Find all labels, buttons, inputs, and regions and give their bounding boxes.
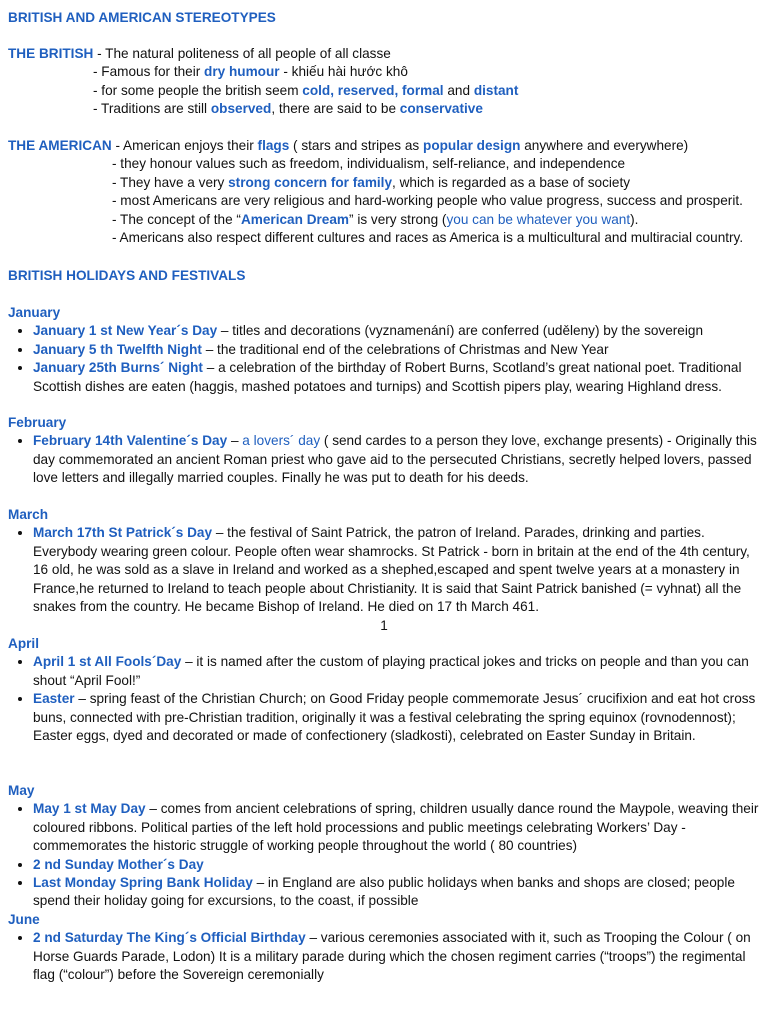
body-text: ( send cardes to a person they love, exchange presents) - Originally this day commemorated an ancient Roman priest who gave aid to the persecuted Christians, secretly helped lovers, passed love letters and illegally married couples. Finally he was put to death for his deeds. [33, 433, 757, 486]
body-text: – titles and decorations (vyznamenání) are conferred (uděleny) by the sovereign [217, 323, 704, 339]
text-line [112, 211, 762, 229]
highlight-text: cold, reserved, formal [302, 82, 444, 98]
text-line [93, 82, 762, 100]
holiday-item [33, 341, 762, 359]
highlight-text: 2 nd Sunday Mother´s Day [33, 856, 204, 872]
highlight-text: February 14th Valentine´s Day [33, 433, 228, 449]
body-text: – spring feast of the Christian Church; on Good Friday people commemorate Jesus´ crucifixion and eat hot cross buns, connected with pre-Christian tradition, originally it was a festival celebrating the spring equinox (rovnodennost); Easter eggs, dyed and decorated or made of confectionery (sladkosti), celebrated on Easter Sunday in Britain. [33, 691, 756, 744]
american-heading: THE AMERICAN [8, 138, 112, 153]
february-list [8, 432, 762, 487]
holiday-item [33, 322, 762, 340]
body-text: - khiếu hài hước khô [279, 64, 408, 80]
holiday-item [33, 800, 762, 855]
american-intro [112, 138, 688, 153]
month-april: April [8, 636, 39, 651]
body-text: ( stars and stripes as [289, 138, 424, 153]
page-number: 1 [380, 618, 388, 633]
highlight-text: distant [473, 82, 519, 98]
body-text: – [227, 433, 243, 449]
body-text: , there are said to be [271, 101, 400, 117]
month-march: March [8, 507, 49, 522]
text-line [93, 63, 762, 81]
body-text: - Americans also respect different cultures and races as America is a multicultural and multiracial country. [112, 230, 744, 246]
body-text: anywhere and everywhere) [520, 138, 689, 153]
highlight-text: strong concern for family [228, 174, 393, 190]
month-february: February [8, 415, 67, 430]
body-text: , which is regarded as a base of society [392, 174, 631, 190]
body-text: – the traditional end of the celebrations of Christmas and New Year [201, 341, 609, 357]
march-list [8, 524, 762, 616]
accent-text: a lovers´ day [242, 433, 321, 449]
body-text: - American enjoys their [111, 138, 258, 153]
body-text: - The concept of the “ [112, 211, 241, 227]
highlight-text: American Dream [240, 211, 350, 227]
body-text: - they honour values such as freedom, individualism, self-reliance, and independence [112, 156, 626, 172]
holiday-item [33, 524, 762, 616]
text-line [112, 155, 762, 173]
body-text: – in England are also public holidays when banks and shops are closed; people spend their holiday going for excursions, to the coast, if possible [33, 875, 735, 909]
body-text: – various ceremonies associated with it, such as Trooping the Colour ( on Horse Guards Parade, Lodon) It is a military parade during which the chosen regiment carries (“troops”) the regimental flag (“colour”) before the Sovereign ceremonially [33, 930, 751, 983]
april-section [8, 635, 762, 745]
text-line [93, 100, 762, 118]
holiday-item [33, 690, 762, 745]
british-heading: THE BRITISH [8, 46, 94, 61]
body-text: – comes from ancient celebrations of spring, children usually dance round the Maypole, weaving their coloured ribbons. Political parties of the left hold processions and public meetings celebrating Workers’ Day - commemorates the historic struggle of working people throughout the world ( 80 countries) [33, 801, 759, 854]
body-text: – the festival of Saint Patrick, the patron of Ireland. Parades, drinking and parties. Everybody wearing green colour. People often wear shamrocks. St Patrick - born in britain at the end of the 4th century, 16 old, he was sold as a slave in Ireland and worked as a shephed,escaped and spent twelve years at a monastery in France,he returned to Ireland to teach people about Christianity. It is said that Saint Patrick banished (= vyhnat) all the snakes from the country. He became Bishop of Ireland. He died on 17 th March 461. [33, 525, 750, 615]
highlight-text: Last Monday Spring Bank Holiday [33, 875, 253, 891]
body-text: - most Americans are very religious and hard-working people who value progress, success and prosperit. [112, 193, 743, 209]
body-text: ). [630, 211, 639, 227]
month-may: May [8, 783, 35, 798]
highlight-text: observed [210, 101, 272, 117]
highlight-text: popular design [423, 138, 521, 153]
may-section [8, 782, 762, 911]
highlight-text: Easter [33, 691, 75, 707]
may-list [8, 800, 762, 910]
highlight-text: conservative [399, 101, 483, 117]
doc-title: BRITISH AND AMERICAN STEREOTYPES [8, 10, 276, 25]
body-text: - for some people the british seem [93, 82, 303, 98]
highlight-text: flags [257, 138, 290, 153]
text-line [112, 229, 762, 247]
american-section [8, 137, 762, 247]
month-june: June [8, 912, 40, 927]
holiday-item [33, 359, 762, 396]
highlight-text: dry humour [204, 64, 280, 80]
british-lines [8, 63, 762, 118]
highlight-text: January 5 th Twelfth Night [33, 341, 202, 357]
british-section [8, 45, 762, 119]
highlight-text: January 25th Burns´ Night [33, 360, 203, 376]
text-line [112, 174, 762, 192]
american-intro-line [8, 137, 762, 155]
holiday-item [33, 653, 762, 690]
february-section [8, 414, 762, 488]
highlight-text: May 1 st May Day [33, 801, 146, 817]
january-list [8, 322, 762, 396]
text-line [112, 192, 762, 210]
holiday-item [33, 929, 762, 984]
highlight-text: 2 nd Saturday The King´s Official Birthday [33, 930, 306, 946]
body-text: ” is very strong ( [349, 211, 447, 227]
highlight-text: March 17th St Patrick´s Day [33, 525, 213, 541]
holiday-item [33, 874, 762, 911]
april-list [8, 653, 762, 745]
british-intro: - The natural politeness of all people of all classe [93, 46, 391, 61]
highlight-text: April 1 st All Fools´Day [33, 654, 182, 670]
body-text: – a celebration of the birthday of Robert Burns, Scotland’s great national poet. Traditional Scottish dishes are eaten (haggis, mashed potatoes and turnips) and Scottish pipers play, wearing Highland dress. [33, 360, 742, 394]
january-section [8, 304, 762, 396]
march-section [8, 506, 762, 616]
british-intro-line [8, 45, 762, 63]
holiday-item [33, 432, 762, 487]
american-lines [8, 155, 762, 247]
holiday-item [33, 856, 762, 874]
june-section [8, 911, 762, 985]
month-january: January [8, 305, 61, 320]
highlight-text: January 1 st New Year´s Day [33, 323, 218, 339]
body-text: and [443, 82, 474, 98]
holidays-heading: BRITISH HOLIDAYS AND FESTIVALS [8, 268, 246, 283]
accent-text: you can be whatever you want [446, 211, 631, 227]
body-text: - Traditions are still [93, 101, 211, 117]
june-list [8, 929, 762, 984]
body-text: - Famous for their [93, 64, 205, 80]
body-text: - They have a very [112, 174, 229, 190]
body-text: – it is named after the custom of playing practical jokes and tricks on people and than you can shout “April Fool!” [33, 654, 749, 688]
